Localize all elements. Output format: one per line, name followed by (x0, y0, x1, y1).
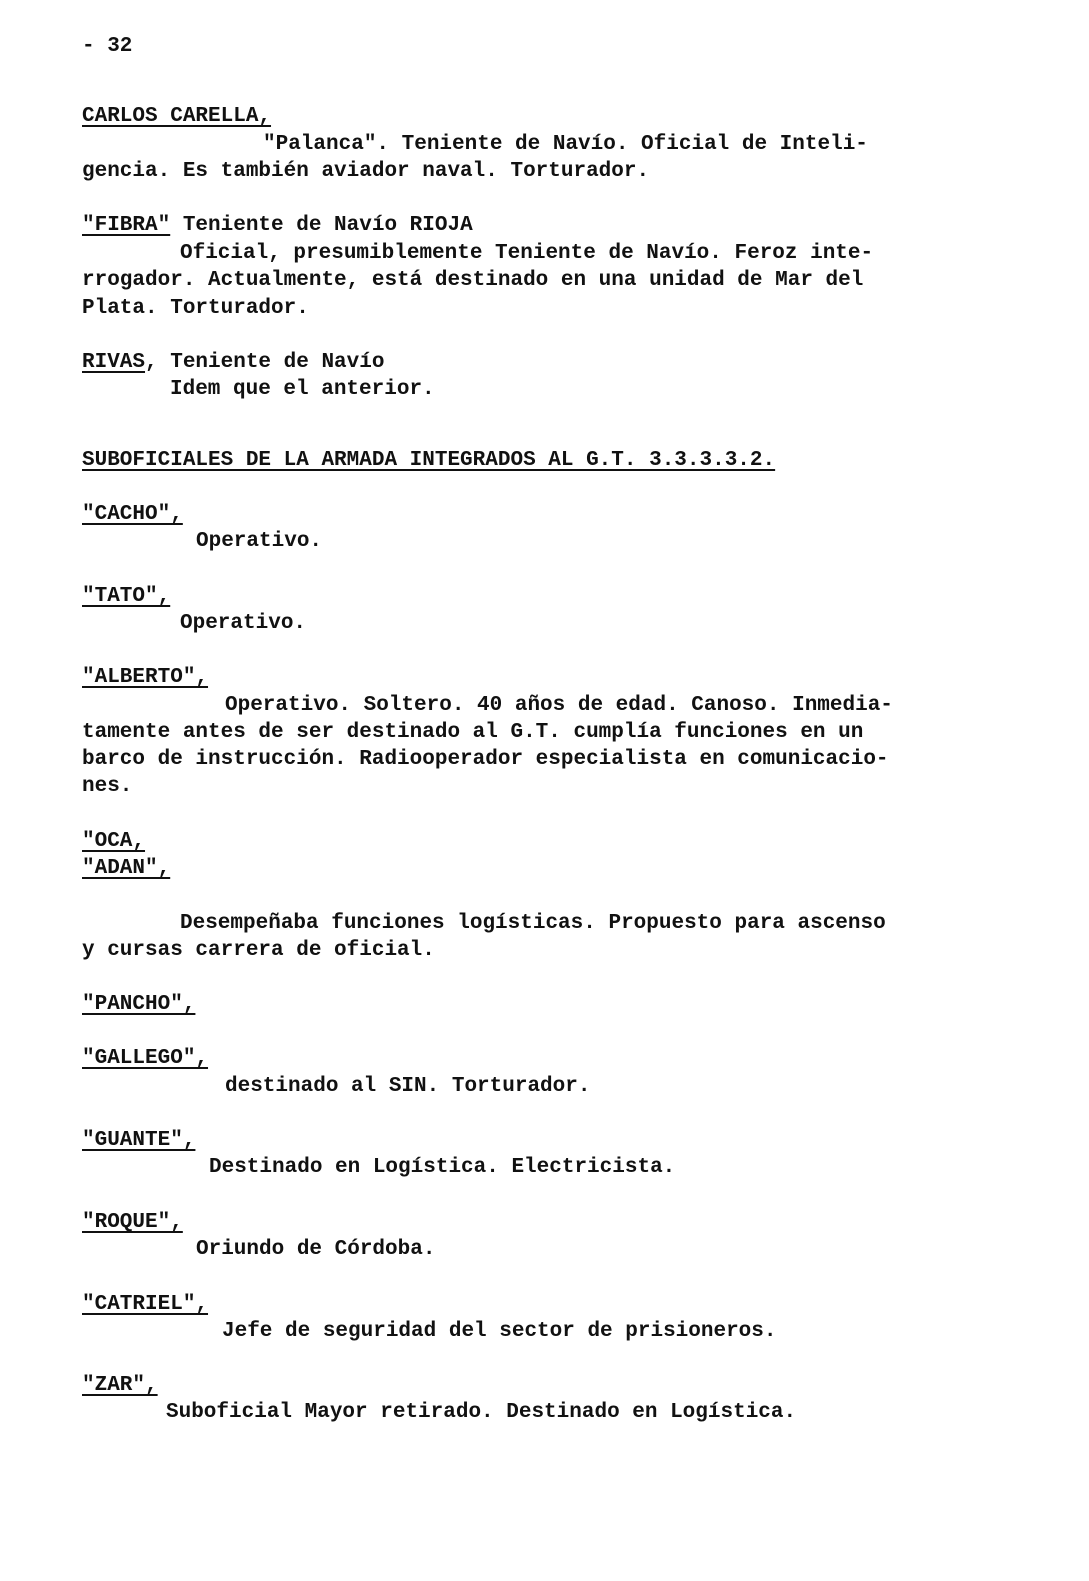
entry-text-adan-2: y cursas carrera de oficial. (82, 939, 435, 962)
entry-name-cacho: "CACHO", (82, 503, 183, 526)
section-heading-suboficiales: SUBOFICIALES DE LA ARMADA INTEGRADOS AL G.T. 3.3.3.3.2. (82, 449, 776, 472)
entry-text-carella-2: gencia. Es también aviador naval. Torturador. (82, 160, 650, 183)
entry-text-alberto-3: barco de instrucción. Radiooperador especialista en comunicacio- (82, 748, 889, 771)
entry-title-fibra: Teniente de Navío RIOJA (170, 214, 473, 237)
page-number: - 32 (82, 35, 133, 58)
entry-text-tato-1: Operativo. (180, 612, 307, 635)
entry-text-alberto-4: nes. (82, 775, 133, 798)
entry-name-gallego: "GALLEGO", (82, 1047, 209, 1070)
entry-name-rivas: RIVAS (82, 351, 146, 374)
entry-name-roque: "ROQUE", (82, 1211, 183, 1234)
entry-text-cacho-1: Operativo. (196, 530, 323, 553)
entry-text-adan-1: Desempeñaba funciones logísticas. Propuesto para ascenso (180, 912, 886, 935)
entry-name-adan: "ADAN", (82, 857, 171, 880)
entry-name-tato: "TATO", (82, 585, 171, 608)
entry-name-catriel: "CATRIEL", (82, 1293, 209, 1316)
entry-name-fibra: "FIBRA" (82, 214, 171, 237)
entry-name-oca: "OCA, (82, 830, 146, 853)
entry-name-alberto: "ALBERTO", (82, 666, 209, 689)
entry-title-rivas: , Teniente de Navío (145, 351, 385, 374)
entry-name-guante: "GUANTE", (82, 1129, 196, 1152)
entry-text-rivas-1: Idem que el anterior. (170, 378, 435, 401)
entry-text-carella-1: "Palanca". Teniente de Navío. Oficial de Inteli- (263, 133, 868, 156)
entry-text-roque-1: Oriundo de Córdoba. (196, 1238, 436, 1261)
entry-name-zar: "ZAR", (82, 1374, 158, 1397)
entry-text-fibra-1: Oficial, presumiblemente Teniente de Navío. Feroz inte- (180, 242, 874, 265)
entry-text-gallego-1: destinado al SIN. Torturador. (225, 1075, 591, 1098)
entry-heading-carella: CARLOS CARELLA, (82, 105, 272, 128)
entry-text-alberto-2: tamente antes de ser destinado al G.T. cumplía funciones en un (82, 721, 864, 744)
entry-text-zar-1: Suboficial Mayor retirado. Destinado en Logística. (166, 1401, 797, 1424)
entry-text-guante-1: Destinado en Logística. Electricista. (209, 1156, 676, 1179)
entry-heading-rivas (82, 350, 384, 376)
entry-heading-fibra (82, 213, 473, 239)
entry-text-fibra-3: Plata. Torturador. (82, 297, 309, 320)
entry-name-pancho: "PANCHO", (82, 993, 196, 1016)
entry-text-fibra-2: rrogador. Actualmente, está destinado en una unidad de Mar del (82, 269, 864, 292)
entry-text-alberto-1: Operativo. Soltero. 40 años de edad. Canoso. Inmedia- (225, 694, 893, 717)
entry-text-catriel-1: Jefe de seguridad del sector de prisioneros. (222, 1320, 777, 1343)
